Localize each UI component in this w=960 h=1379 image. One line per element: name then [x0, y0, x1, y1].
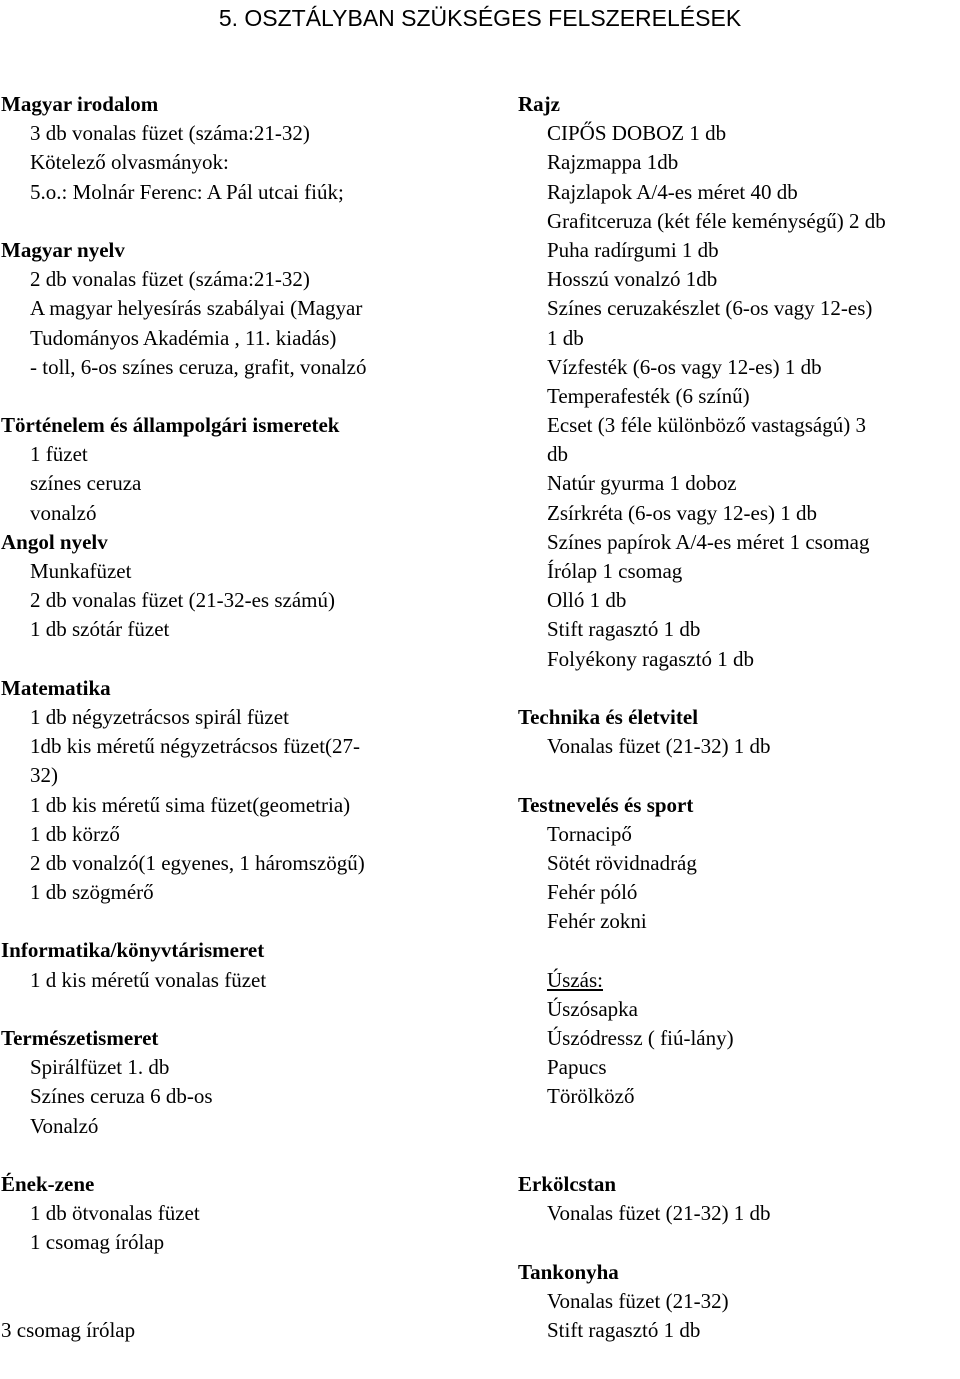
list-item: 2 db vonalas füzet (21-32-es számú) [30, 588, 335, 613]
list-item: Rajzmappa 1db [547, 150, 679, 175]
spacer [1, 207, 501, 236]
spacer [1, 382, 501, 411]
list-item: színes ceruza [30, 471, 142, 496]
subsection-heading [518, 966, 960, 995]
spacer [1, 645, 501, 674]
spacer [1, 1287, 501, 1316]
list-item: Úszódressz ( fiú-lány) [547, 1026, 734, 1050]
list-item: Puha radírgumi 1 db [547, 237, 719, 262]
list-item: 1 csomag írólap [30, 1230, 165, 1255]
section-heading: Angol nyelv [1, 529, 108, 554]
section-heading: Matematika [1, 675, 111, 700]
list-item: Fehér póló [547, 880, 638, 905]
list-item: db [547, 442, 568, 467]
list-item: Színes ceruza 6 db-os [30, 1084, 213, 1109]
section-heading: Technika és életvitel [518, 704, 699, 729]
list-item: Fehér zokni [547, 909, 647, 934]
list-item: Írólap 1 csomag [547, 559, 683, 583]
list-item: 2 db vonalzó(1 egyenes, 1 háromszögű) [30, 850, 365, 875]
section-heading: Magyar irodalom [1, 92, 159, 116]
page-title: 5. OSZTÁLYBAN SZÜKSÉGES FELSZERELÉSEK [218, 5, 742, 31]
list-item: 1 d kis méretű vonalas füzet [30, 967, 267, 992]
list-item: 2 db vonalas füzet (száma:21-32) [30, 267, 310, 292]
list-item: Vízfesték (6-os vagy 12-es) 1 db [547, 354, 822, 379]
list-item: Ecset (3 féle különböző vastagságú) 3 [547, 413, 866, 438]
list-item: Grafitceruza (két féle keménységű) 2 db [547, 208, 886, 233]
list-item: Úszósapka [547, 996, 638, 1021]
section-heading: Testnevelés és sport [518, 792, 694, 817]
list-item: vonalzó [30, 500, 97, 525]
list-item: Olló 1 db [547, 588, 627, 613]
section-heading: Magyar nyelv [1, 237, 125, 262]
left-column [1, 90, 501, 1345]
list-item: Vonalas füzet (21-32) 1 db [547, 1201, 771, 1226]
spacer [518, 761, 960, 790]
section-heading: Ének-zene [1, 1171, 95, 1196]
list-item: Színes papírok A/4-es méret 1 csomag [547, 529, 870, 554]
list-item: Tudományos Akadémia , 11. kiadás) [30, 325, 337, 350]
list-item: - toll, 6-os színes ceruza, grafit, vonalzó [30, 354, 367, 379]
note-text: 3 csomag írólap [1, 1317, 136, 1342]
list-item: 1 db [547, 325, 584, 350]
list-item: Stift ragasztó 1 db [547, 617, 701, 642]
list-item: 32) [30, 763, 58, 788]
list-item: Hosszú vonalzó 1db [547, 267, 718, 292]
list-item: Vonalas füzet (21-32) [547, 1288, 729, 1313]
right-column [518, 90, 960, 1345]
list-item: Spirálfüzet 1. db [30, 1055, 170, 1080]
spacer [1, 995, 501, 1024]
spacer [1, 907, 501, 936]
spacer [518, 1141, 960, 1170]
list-item: 1 db kis méretű sima füzet(geometria) [30, 792, 351, 817]
list-item: Natúr gyurma 1 doboz [547, 471, 737, 496]
list-item: Munkafüzet [30, 559, 132, 583]
section-heading: Rajz [518, 92, 560, 116]
list-item: 3 db vonalas füzet (száma:21-32) [30, 121, 310, 146]
list-item: 5.o.: Molnár Ferenc: A Pál utcai fiúk; [30, 179, 344, 204]
spacer [1, 1141, 501, 1170]
section-heading: Erkölcstan [518, 1171, 617, 1196]
list-item: Stift ragasztó 1 db [547, 1317, 701, 1342]
spacer [518, 674, 960, 703]
section-heading: Tankonyha [518, 1259, 619, 1284]
list-item: 1 db ötvonalas füzet [30, 1201, 200, 1226]
list-item: 1 db szótár füzet [30, 617, 170, 642]
list-item: 1 db körző [30, 821, 120, 846]
list-item: Papucs [547, 1055, 607, 1080]
section-heading: Természetismeret [1, 1026, 159, 1050]
spacer [518, 1112, 960, 1141]
spacer [518, 936, 960, 965]
section-heading: Informatika/könyvtárismeret [1, 938, 265, 963]
list-item: A magyar helyesírás szabályai (Magyar [30, 296, 363, 321]
section-heading: Történelem és állampolgári ismeretek [1, 413, 340, 438]
list-item: Törölköző [547, 1084, 635, 1109]
list-item: Tornacipő [547, 821, 632, 846]
list-item: Sötét rövidnadrág [547, 850, 697, 875]
list-item: 1 db négyzetrácsos spirál füzet [30, 704, 289, 729]
subsection-label: Úszás: [547, 967, 603, 992]
list-item: Vonalzó [30, 1113, 99, 1138]
list-item: Folyékony ragasztó 1 db [547, 646, 755, 671]
list-item: CIPŐS DOBOZ 1 db [547, 121, 727, 146]
list-item: 1db kis méretű négyzetrácsos füzet(27- [30, 734, 361, 759]
list-item: Temperafesték (6 színű) [547, 383, 750, 408]
spacer [518, 1228, 960, 1257]
list-item: Zsírkréta (6-os vagy 12-es) 1 db [547, 500, 818, 525]
list-item: Színes ceruzakészlet (6-os vagy 12-es) [547, 296, 873, 321]
list-item: 1 füzet [30, 442, 88, 467]
list-item: Rajzlapok A/4-es méret 40 db [547, 179, 798, 204]
list-item: Kötelező olvasmányok: [30, 150, 229, 175]
spacer [1, 1258, 501, 1287]
list-item: 1 db szögmérő [30, 880, 154, 905]
list-item: Vonalas füzet (21-32) 1 db [547, 734, 771, 759]
